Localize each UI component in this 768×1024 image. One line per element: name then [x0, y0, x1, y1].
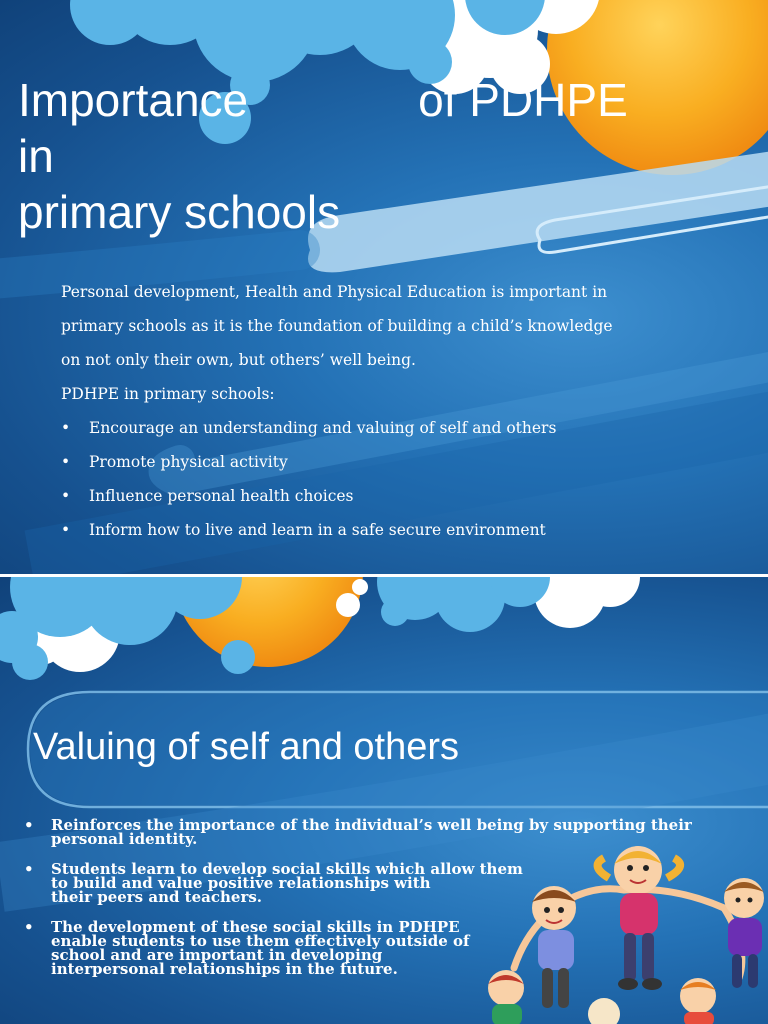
bullet-line: • Students learn to develop social skills which allow them — [51, 860, 523, 878]
benefit-item: • Inform how to live and learn in a safe secure environment — [61, 513, 721, 547]
slide-2-bullet — [24, 920, 521, 976]
slide-2-bullet-list — [24, 818, 754, 992]
benefit-item: • Influence personal health choices — [61, 479, 721, 513]
bullet-line: enable students to use them effectively outside of — [51, 932, 470, 950]
bullet-line: • The development of these social skills in PDHPE — [51, 918, 460, 936]
intro-paragraph-line: Personal development, Health and Physical Education is important in — [61, 283, 608, 301]
slide-1-body — [61, 275, 721, 547]
bullet-line: • Reinforces the importance of the individual’s well being by supporting their — [51, 816, 692, 834]
intro-paragraph-line: primary schools as it is the foundation of building a child’s knowledge — [61, 317, 613, 335]
bullet-line: to build and value positive relationships with — [51, 874, 431, 892]
bullet-line: personal identity. — [51, 830, 198, 848]
list-intro: PDHPE in primary schools: — [61, 385, 275, 403]
benefit-item: • Encourage an understanding and valuing of self and others — [61, 411, 721, 445]
slide-2-title: Valuing of self and others — [33, 726, 460, 768]
intro-paragraph-line: on not only their own, but others’ well being. — [61, 351, 416, 369]
benefits-list — [61, 411, 721, 547]
slide-1-title — [18, 72, 698, 240]
kid-figure-bottom-center — [588, 998, 620, 1024]
bullet-line: interpersonal relationships in the future. — [51, 960, 398, 978]
title-importance-text: Importance — [18, 74, 249, 126]
title-of-pdhpe-text: of PDHPE — [418, 74, 628, 126]
title-in-text: in — [18, 130, 54, 182]
slide-2-bullet — [24, 862, 571, 904]
slide-2-bullet — [24, 818, 751, 846]
bullet-line: school and are important in developing — [51, 946, 383, 964]
bullet-line: their peers and teachers. — [51, 888, 263, 906]
benefit-item: • Promote physical activity — [61, 445, 721, 479]
title-primary-schools-text: primary schools — [18, 186, 341, 238]
